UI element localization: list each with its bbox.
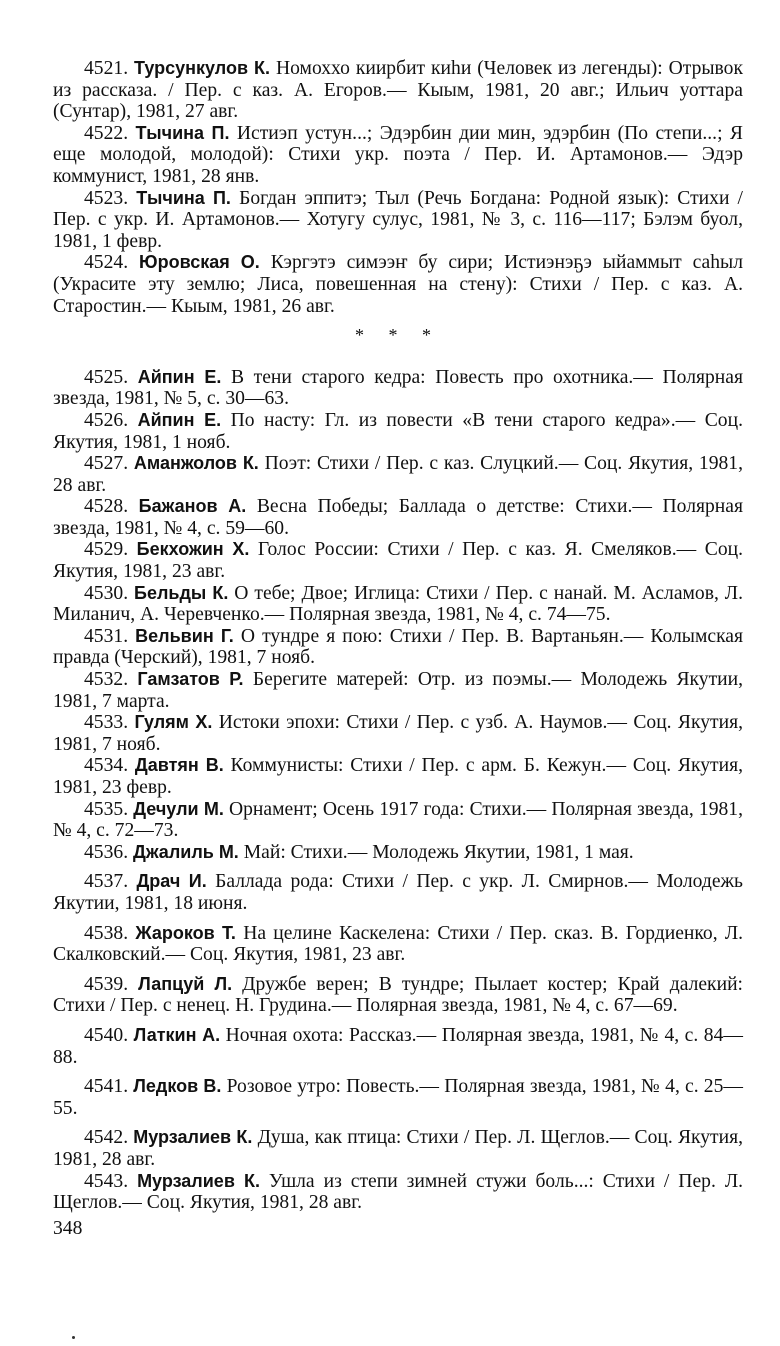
section-separator: * * * bbox=[355, 325, 441, 346]
bibliography-entry bbox=[53, 799, 743, 842]
entry-author: Тычина П. bbox=[136, 187, 231, 208]
entry-author: Бекхожин Х. bbox=[136, 539, 250, 560]
entry-author: Жароков Т. bbox=[135, 922, 236, 943]
bibliography-entry bbox=[53, 842, 743, 864]
entry-number: 4528. bbox=[84, 496, 129, 518]
bibliography-entry bbox=[53, 1076, 743, 1119]
entry-number: 4529. bbox=[84, 539, 129, 561]
entry-number: 4524. bbox=[84, 252, 129, 274]
bibliography-entry bbox=[53, 755, 743, 798]
entry-number: 4521. bbox=[84, 58, 129, 79]
entry-author: Юровская О. bbox=[139, 252, 260, 273]
entry-number: 4543. bbox=[84, 1170, 129, 1192]
entry-author: Айпин Е. bbox=[137, 366, 222, 387]
bibliography-entry bbox=[53, 1171, 743, 1214]
bibliography-entry bbox=[53, 923, 743, 966]
entry-text: Берегите матерей: Отр. из поэмы.— Молодежь Якутии, 1981, 7 марта. bbox=[53, 669, 744, 712]
entry-author: Аманжолов К. bbox=[133, 453, 259, 474]
bibliography-entry bbox=[53, 496, 743, 539]
entry-author: Джалиль М. bbox=[133, 841, 239, 862]
entry-text: О тебе; Двое; Иглица: Стихи / Пер. с нанай. М. Асламов, Л. Миланич, А. Черевченко.— Полярная звезда, 1981, № 4, с. 74—75. bbox=[53, 582, 743, 626]
entry-text: Истиэп устун...; Эдэрбин дии мин, эдэрбин (По степи...; Я еще молодой, молодой): Стихи укр. поэта / Пер. И. Артамонов.— Эдэр коммунист, 1981, 28 янв. bbox=[53, 122, 743, 187]
entries-after-separator bbox=[53, 367, 743, 1214]
entry-number: 4541. bbox=[84, 1076, 129, 1098]
entry-number: 4523. bbox=[84, 187, 129, 209]
bibliography-entry bbox=[53, 367, 743, 410]
entry-author: Лапцуй Л. bbox=[138, 973, 233, 994]
entry-text: Душа, как птица: Стихи / Пер. Л. Щеглов.— Соц. Якутия, 1981, 28 авг. bbox=[53, 1127, 744, 1170]
bibliography-entry bbox=[53, 252, 743, 317]
entry-author: Гамзатов Р. bbox=[137, 669, 244, 690]
entry-number: 4533. bbox=[84, 712, 129, 734]
entry-author: Турсункулов К. bbox=[134, 58, 271, 78]
entry-number: 4540. bbox=[84, 1024, 129, 1046]
entry-text: По насту: Гл. из повести «В тени старого кедра».— Соц. Якутия, 1981, 1 нояб. bbox=[53, 409, 743, 453]
entry-author: Мурзалиев К. bbox=[137, 1170, 260, 1191]
entry-text: Истоки эпохи: Стихи / Пер. с узб. А. Наумов.— Соц. Якутия, 1981, 7 нояб. bbox=[53, 712, 743, 755]
bibliography-entry bbox=[53, 871, 743, 914]
entries-before-separator bbox=[53, 58, 743, 317]
entry-number: 4526. bbox=[84, 409, 129, 431]
bibliography-entry bbox=[53, 974, 743, 1017]
entry-text: Дружбе верен; В тундре; Пылает костер; Край далекий: Стихи / Пер. с ненец. Н. Грудина.— Полярная звезда, 1981, № 4, с. 67—69. bbox=[53, 973, 743, 1017]
entry-author: Ледков В. bbox=[133, 1076, 222, 1097]
entry-number: 4522. bbox=[84, 122, 129, 144]
entry-number: 4534. bbox=[84, 755, 129, 777]
entry-number: 4537. bbox=[84, 871, 129, 893]
entry-author: Мурзалиев К. bbox=[133, 1127, 253, 1148]
entry-number: 4539. bbox=[84, 973, 129, 995]
entry-text: Ушла из степи зимней стужи боль...: Стихи / Пер. Л. Щеглов.— Соц. Якутия, 1981, 28 авг. bbox=[53, 1170, 744, 1214]
print-speck bbox=[72, 1336, 75, 1339]
bibliography-entry bbox=[53, 539, 743, 582]
entry-number: 4525. bbox=[84, 366, 129, 388]
entry-author: Дечули М. bbox=[133, 798, 224, 819]
entry-text: Кэргэтэ симээҥ бу сири; Истиэнэҕэ ыйаммыт саhыл (Украсите эту землю; Лиса, повешенная на стену): Стихи / Пер. с каз. А. Старостин.— Кыым, 1981, 26 авг. bbox=[53, 252, 743, 317]
entry-text: Баллада рода: Стихи / Пер. с укр. Л. Смирнов.— Молодежь Якутии, 1981, 18 июня. bbox=[53, 871, 743, 914]
entry-text: Орнамент; Осень 1917 года: Стихи.— Полярная звезда, 1981, № 4, с. 72—73. bbox=[53, 798, 743, 842]
entry-text: Коммунисты: Стихи / Пер. с арм. Б. Кежун.— Соц. Якутия, 1981, 23 февр. bbox=[53, 755, 743, 798]
bibliography-entry bbox=[53, 583, 743, 626]
entry-author: Бельды К. bbox=[134, 582, 229, 603]
entry-text: О тундре я пою: Стихи / Пер. В. Вартаньян.— Колымская правда (Черский), 1981, 7 нояб. bbox=[53, 625, 743, 669]
bibliography-entry bbox=[53, 669, 743, 712]
bibliography-entry bbox=[53, 188, 743, 253]
bibliography-entry bbox=[53, 1025, 743, 1068]
entry-author: Гулям Х. bbox=[134, 712, 213, 733]
entry-number: 4542. bbox=[84, 1127, 129, 1149]
entry-text: Богдан эппитэ; Тыл (Речь Богдана: Родной язык): Стихи / Пер. с укр. И. Артамонов.— Хотугу сулус, 1981, № 3, с. 116—117; Бэлэм буол, 1981, 1 февр. bbox=[53, 187, 744, 252]
bibliography-entry bbox=[53, 58, 743, 123]
entry-number: 4527. bbox=[84, 453, 129, 475]
entry-text: Ночная охота: Рассказ.— Полярная звезда, 1981, № 4, с. 84—88. bbox=[53, 1024, 743, 1068]
page-number: 348 bbox=[53, 1217, 83, 1239]
entry-number: 4531. bbox=[84, 625, 129, 647]
entry-author: Айпин Е. bbox=[137, 409, 222, 430]
entry-text: Поэт: Стихи / Пер. с каз. Слуцкий.— Соц. Якутия, 1981, 28 авг. bbox=[53, 453, 743, 496]
entry-text: На целине Каскелена: Стихи / Пер. сказ. В. Гордиенко, Л. Скалковский.— Соц. Якутия, 1981, 23 авг. bbox=[53, 922, 744, 966]
entry-number: 4536. bbox=[84, 841, 129, 863]
entry-author: Драч И. bbox=[136, 871, 207, 892]
entry-author: Давтян В. bbox=[134, 755, 224, 776]
entry-author: Бажанов А. bbox=[138, 496, 247, 517]
entry-text: В тени старого кедра: Повесть про охотника.— Полярная звезда, 1981, № 5, с. 30—63. bbox=[53, 366, 743, 410]
entry-text: Номоххо киирбит киhи (Человек из легенды): Отрывок из рассказа. / Пер. с каз. А. Егоров.— Кыым, 1981, 20 авг.; Ильич уоттара (Сунтар), 1981, 27 авг. bbox=[53, 58, 743, 123]
bibliography-entry bbox=[53, 410, 743, 453]
entry-text: Май: Стихи.— Молодежь Якутии, 1981, 1 мая. bbox=[243, 841, 634, 863]
bibliography-entry bbox=[53, 453, 743, 496]
bibliography-page bbox=[53, 58, 743, 1239]
bibliography-entry bbox=[53, 1127, 743, 1170]
bibliography-entry bbox=[53, 123, 743, 188]
bibliography-entry bbox=[53, 712, 743, 755]
entry-text: Розовое утро: Повесть.— Полярная звезда, 1981, № 4, с. 25—55. bbox=[53, 1076, 743, 1119]
entry-author: Вельвин Г. bbox=[135, 625, 234, 646]
entry-number: 4538. bbox=[84, 922, 129, 944]
bibliography-entry bbox=[53, 626, 743, 669]
entry-author: Латкин А. bbox=[133, 1024, 221, 1045]
entry-number: 4532. bbox=[84, 669, 129, 691]
entry-text: Голос России: Стихи / Пер. с каз. Я. Смеляков.— Соц. Якутия, 1981, 23 авг. bbox=[53, 539, 744, 583]
entry-number: 4530. bbox=[84, 582, 129, 604]
entry-text: Весна Победы; Баллада о детстве: Стихи.— Полярная звезда, 1981, № 4, с. 59—60. bbox=[53, 496, 744, 539]
entry-author: Тычина П. bbox=[135, 122, 230, 143]
entry-number: 4535. bbox=[84, 798, 129, 820]
